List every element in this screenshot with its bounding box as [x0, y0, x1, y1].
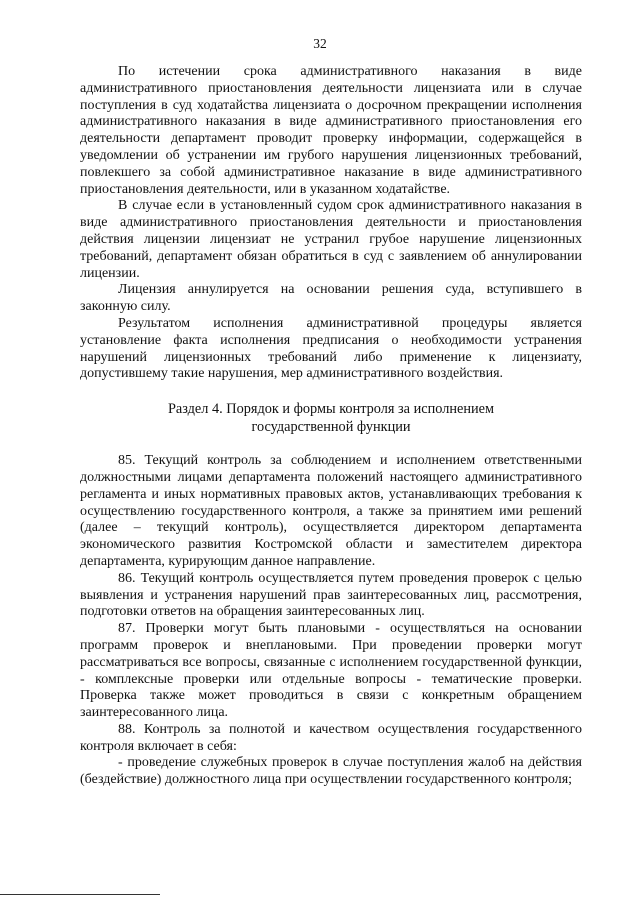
page-number: 32 — [313, 36, 327, 51]
paragraph-suspension-check: По истечении срока административного наказания в виде административного приостановления деятельности лицензиата или в случае поступления в суд ходатайства лицензиата о досрочном прекращении исполнения административного наказания в виде административного приостановления его деятельности департамент проводит проверку информации, содержащейся в уведомлении об устранении им грубого нарушения лицензионных требований, повлекшего за собой административное наказание в виде административного приостановления деятельности, или в указанном ходатайстве. — [80, 64, 582, 197]
footer-rule — [0, 894, 160, 895]
section-heading-line-2: государственной функции — [251, 419, 411, 436]
list-item-service-checks: - проведение служебных проверок в случае поступления жалоб на действия (бездействие) должностного лица при осуществлении государственного контроля; — [80, 755, 582, 788]
section-heading-line-1: Раздел 4. Порядок и формы контроля за исполнением — [167, 401, 495, 418]
paragraph-85: 85. Текущий контроль за соблюдением и исполнением ответственными должностными лицами департамента положений настоящего административного регламента и иных нормативных правовых актов, устанавливающих требования к осуществлению государственного контроля, а также за принятием ими решений (далее – текущий контроль), осуществляется директором департамента экономического развития Костромской области и заместителем директора департамента, курирующим данное направление. — [80, 453, 582, 569]
paragraph-license-annulment: Лицензия аннулируется на основании решения суда, вступившего в законную силу. — [80, 282, 582, 315]
paragraph-87: 87. Проверки могут быть плановыми - осуществляться на основании программ проверок и внеплановыми. При проведении проверки могут рассматриваться все вопросы, связанные с исполнением государственной функции, - комплексные проверки или отдельные вопросы - тематические проверки. Проверка также может проводиться в связи с конкретным обращением заинтересованного лица. — [80, 621, 582, 721]
section-heading — [80, 400, 582, 436]
paragraph-86: 86. Текущий контроль осуществляется путем проведения проверок с целью выявления и устранения нарушений прав заинтересованных лиц, рассмотрения, подготовки ответов на обращения заинтересованных лиц. — [80, 570, 582, 620]
paragraph-procedure-result: Результатом исполнения административной процедуры является установление факта исполнения предписания о необходимости устранения нарушений лицензионных требований либо применение к лицензиату, допустившему такие нарушения, мер административного воздействия. — [80, 315, 582, 382]
page-content — [80, 64, 582, 789]
paragraph-license-cancellation-claim: В случае если в установленный судом срок административного наказания в виде административного приостановления деятельности и приостановления действия лицензии лицензиат не устранил грубое нарушение лицензионных требований, департамент обязан обратиться в суд с заявлением об аннулировании лицензии. — [80, 198, 582, 281]
paragraph-88: 88. Контроль за полнотой и качеством осуществления государственного контроля включает в себя: — [80, 721, 582, 754]
